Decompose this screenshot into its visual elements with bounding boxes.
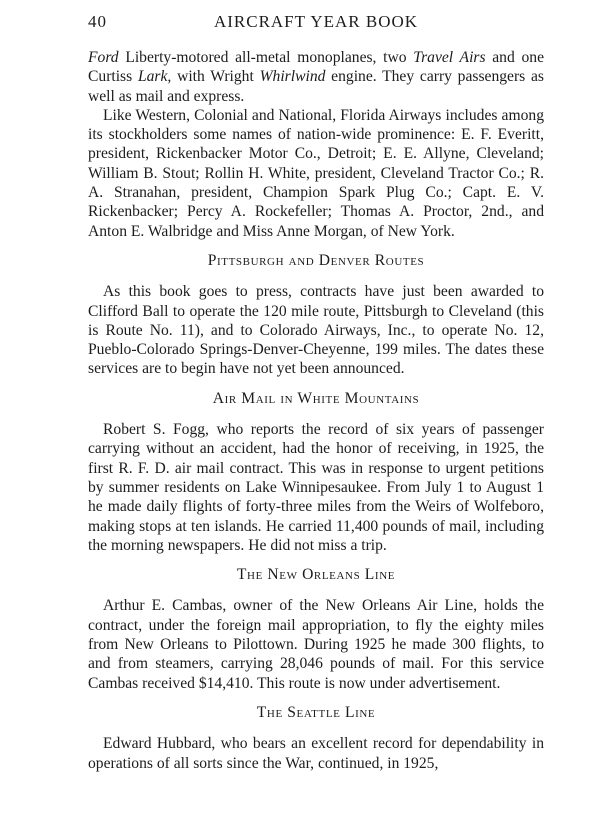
- seattle-paragraph: Edward Hubbard, who bears an excellent record for dependability in operations of all sorts since the War, continued, in 1925,: [88, 735, 544, 772]
- body-text: [88, 48, 544, 773]
- new-orleans-paragraph: Arthur E. Cambas, owner of the New Orleans Air Line, holds the contract, under the foreign mail appropriation, to fly the eighty miles from New Orleans to Pilottown. During 1925 he made 300 flights, to and from steamers, carrying 28,046 pounds of mail. For this service Cambas received $14,410. This route is now under advertisement.: [88, 597, 544, 692]
- white-mountains-paragraph: Robert S. Fogg, who reports the record of six years of passenger carrying without an accident, had the honor of receiving, in 1925, the first R. F. D. air mail contract. This was in response to urgent petitions by summer residents on Lake Winnipesaukee. From July 1 to August 1 he made daily flights of forty-three miles from the Weirs of Wolfeboro, making stops at ten islands. He carried 11,400 pounds of mail, including the morning newspapers. He did not miss a trip.: [88, 421, 544, 554]
- section-heading-seattle: The Seattle Line: [256, 703, 376, 721]
- italic-ford: Ford: [88, 49, 119, 66]
- section-heading-white-mountains: Air Mail in White Mountains: [212, 389, 420, 407]
- section-heading-pittsburgh: Pittsburgh and Denver Routes: [207, 251, 425, 269]
- text-run: and one Curtiss: [88, 49, 544, 86]
- text-run: engine. They carry passengers as well as mail and express.: [88, 68, 544, 105]
- intro-paragraph-continuation: [88, 48, 544, 106]
- italic-travel-airs: Travel Airs: [413, 49, 486, 66]
- stockholders-paragraph: Like Western, Colonial and National, Florida Airways includes among its stockholders some names of nation-wide prominence: E. F. Everitt, president, Rickenbacker Motor Co., Detroit; E. E. Allyne, Cleveland; William B. Stout; Rollin H. White, president, Cleveland Tractor Co.; R. A. Stranahan, president, Champion Spark Plug Co.; Capt. E. V. Rickenbacker; Percy A. Rockefeller; Thomas A. Proctor, 2nd., and Anton E. Walbridge and Miss Anne Morgan, of New York.: [88, 106, 544, 240]
- running-head: [88, 12, 544, 36]
- text-run: Liberty-motored all-metal monoplanes, two: [118, 49, 414, 66]
- pittsburgh-paragraph: As this book goes to press, contracts have just been awarded to Clifford Ball to operate the 120 mile route, Pittsburgh to Cleveland (this is Route No. 11), and to Colorado Airways, Inc., to operate No. 12, Pueblo-Colorado Springs-Denver-Cheyenne, 199 miles. The dates these services are to begin have not yet been announced.: [88, 283, 544, 378]
- italic-lark: Lark,: [137, 68, 172, 86]
- italic-whirlwind: Whirlwind: [259, 68, 326, 86]
- page-number: 40: [88, 12, 107, 31]
- section-heading-new-orleans: The New Orleans Line: [236, 566, 396, 584]
- running-title: AIRCRAFT YEAR BOOK: [213, 12, 419, 31]
- text-run: with Wright: [171, 68, 260, 86]
